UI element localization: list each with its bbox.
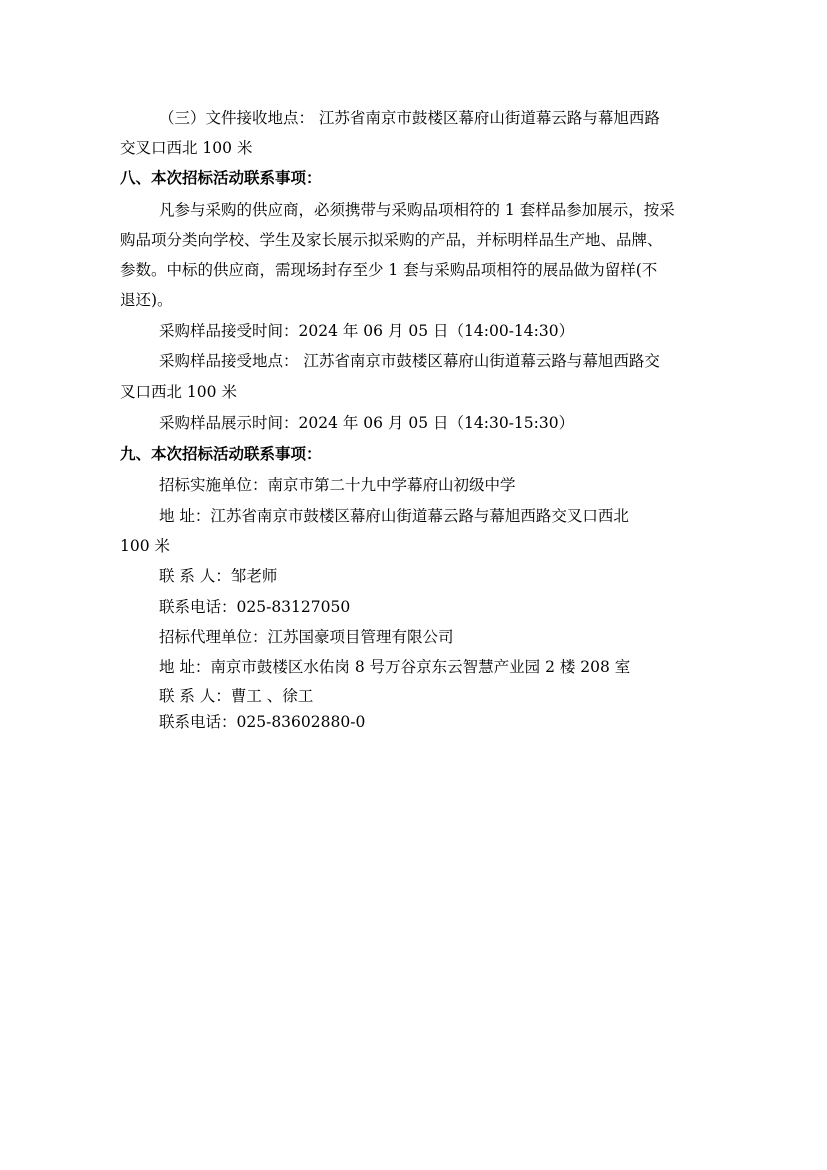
sample-receive-time: 采购样品接受时间：2024 年 06 月 05 日（14:00-14:30）	[159, 322, 575, 340]
section-3-address-line-1: （三）文件接收地点： 江苏省南京市鼓楼区幕府山街道幕云路与幕旭西路	[159, 109, 660, 127]
unit-address-line-2: 100 米	[120, 537, 171, 555]
agent-contact-phone: 联系电话：025-83602880-0	[159, 713, 366, 731]
unit-address-line-1: 地 址：江苏省南京市鼓楼区幕府山街道幕云路与幕旭西路交叉口西北	[159, 507, 629, 525]
agent-contact-person: 联 系 人：曹工 、徐工	[159, 687, 314, 705]
sample-receive-place-line-2: 叉口西北 100 米	[120, 383, 237, 401]
section-3-address-line-2: 交叉口西北 100 米	[120, 139, 253, 157]
agent-address: 地 址：南京市鼓楼区水佑岗 8 号万谷京东云智慧产业园 2 楼 208 室	[159, 658, 631, 676]
tender-unit: 招标实施单位：南京市第二十九中学幕府山初级中学	[159, 476, 516, 494]
heading-section-8: 八、本次招标活动联系事项：	[120, 168, 322, 187]
paragraph-8-line-3: 参数。中标的供应商，需现场封存至少 1 套与采购品项相符的展品做为留样(不	[120, 261, 658, 279]
paragraph-8-line-1: 凡参与采购的供应商，必须携带与采购品项相符的 1 套样品参加展示，按采	[159, 201, 675, 219]
agent-unit: 招标代理单位：江苏国豪项目管理有限公司	[159, 628, 454, 646]
heading-section-9: 九、本次招标活动联系事项：	[120, 444, 322, 463]
paragraph-8-line-4: 退还)。	[120, 291, 173, 309]
sample-show-time: 采购样品展示时间：2024 年 06 月 05 日（14:30-15:30）	[159, 414, 575, 432]
unit-contact-phone: 联系电话：025-83127050	[159, 598, 351, 616]
sample-receive-place-line-1: 采购样品接受地点： 江苏省南京市鼓楼区幕府山街道幕云路与幕旭西路交	[159, 352, 660, 370]
unit-contact-person: 联 系 人：邹老师	[159, 567, 278, 585]
paragraph-8-line-2: 购品项分类向学校、学生及家长展示拟采购的产品，并标明样品生产地、品牌、	[120, 231, 663, 249]
